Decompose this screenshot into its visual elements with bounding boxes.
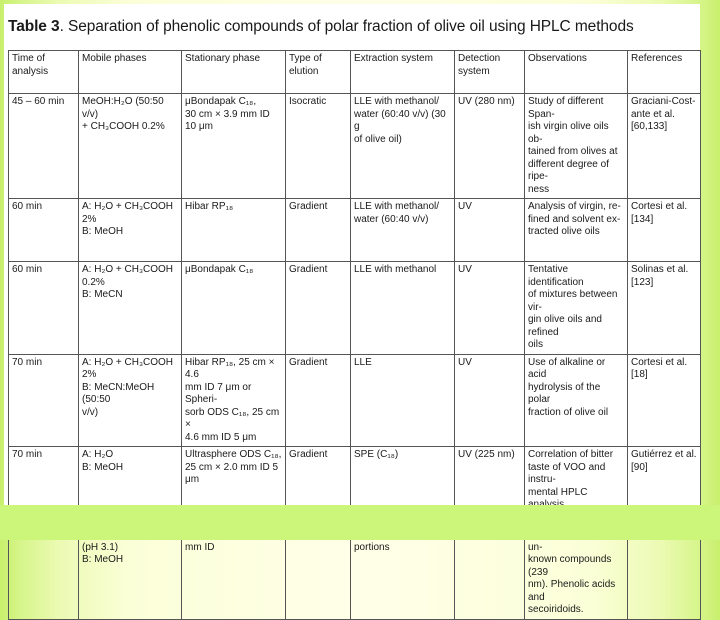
col-header-references: References [628,51,701,94]
cell-elution: Gradient [286,199,351,262]
table-row [9,199,701,262]
table-row [9,262,701,355]
cell-elution: Isocratic [286,94,351,199]
cell-mobile-phases: (pH 3.1) B: MeOH [79,514,182,619]
cell-observations: Use of alkaline or acid hydrolysis of the polar fraction of olive oil [525,354,628,447]
cell-observations: Study of different Span- ish virgin olive oils ob- tained from olives at different degree of ripe- ness [525,94,628,199]
col-header-extraction: Extraction system [351,51,455,94]
cell-observations: Tentative identification of mixtures between vir- gin olive oils and refined oils [525,262,628,355]
table-row [9,447,701,515]
cell-stationary-phase: μBondapak C₁₈, 30 cm × 3.9 mm ID 10 μm [182,94,286,199]
cell-extraction: LLE [351,354,455,447]
cell-observations: Correlation of bitter taste of VOO and instru- mental HPLC [525,447,628,515]
cell-extraction: LLE with methanol/ water (60:40 v/v) (30 g of olive oil) [351,94,455,199]
cell-extraction: LLE with methanol [351,262,455,355]
cell-extraction: portions [351,514,455,619]
cell-time: 70 min [9,447,79,515]
table-row [9,94,701,199]
cell-detection: UV [455,262,525,355]
col-header-stationary-phase: Stationary phase [182,51,286,94]
cell-stationary-phase: Hibar RP₁₈ [182,199,286,262]
cell-mobile-phases: A: H₂O + CH₃COOH 2% B: MeCN:MeOH (50:50 v/v) [79,354,182,447]
cell-elution: Gradient [286,262,351,355]
cell-time: 60 min [9,262,79,355]
cell-time: 45 – 60 min [9,94,79,199]
table-title [8,18,698,36]
col-header-mobile-phases: Mobile phases [79,51,182,94]
col-header-detection: Detection system [455,51,525,94]
cell-observations: un- known compounds (239 nm). Phenolic acids and secoiridoids. [525,514,628,619]
cell-observations: Analysis of virgin, re- fined and solvent ex- tracted olive oils [525,199,628,262]
cell-stationary-phase: mm ID [182,514,286,619]
cell-detection: UV (280 nm) [455,94,525,199]
cell-references: Gutiérrez et al. [90] [628,447,701,515]
col-header-observations: Observations [525,51,628,94]
cell-detection: UV [455,354,525,447]
cell-elution: Gradient [286,447,351,515]
cell-detection: UV (225 nm) [455,447,525,515]
cell-detection: UV [455,199,525,262]
slide-footer-band [0,505,720,540]
cell-references: Solinas et al. [123] [628,262,701,355]
table-label: Table 3 [8,18,60,35]
cell-stationary-phase: Hibar RP₁₈, 25 cm × 4.6 mm ID 7 μm or Spheri- sorb ODS C₁₈, 25 cm × 4.6 mm ID 5 μm [182,354,286,447]
header-row [9,51,701,94]
table-caption: . Separation of phenolic compounds of polar fraction of olive oil using HPLC methods [59,18,634,35]
slide-panel [4,4,700,615]
col-header-elution: Type of elution [286,51,351,94]
cell-mobile-phases: A: H₂O + CH₃COOH 2% B: MeOH [79,199,182,262]
cell-references: Cortesi et al. [18] [628,354,701,447]
cell-mobile-phases: MeOH:H₂O (50:50 v/v) + CH₃COOH 0.2% [79,94,182,199]
table-row [9,354,701,447]
cell-extraction: LLE with methanol/ water (60:40 v/v) [351,199,455,262]
cell-elution: Gradient [286,354,351,447]
cell-references: Graciani-Cost- ante et al. [60,133] [628,94,701,199]
cell-time: 60 min [9,199,79,262]
cell-mobile-phases: A: H₂O B: MeOH [79,447,182,515]
cell-mobile-phases: A: H₂O + CH₃COOH 0.2% B: MeCN [79,262,182,355]
col-header-time: Time of analysis [9,51,79,94]
cell-stationary-phase: μBondapak C₁₈ [182,262,286,355]
cell-extraction: SPE (C₁₈) [351,447,455,515]
cell-time: 70 min [9,354,79,447]
cell-stationary-phase: Ultrasphere ODS C₁₈, 25 cm × 2.0 mm ID 5 μm [182,447,286,515]
cell-references: Cortesi et al. [134] [628,199,701,262]
